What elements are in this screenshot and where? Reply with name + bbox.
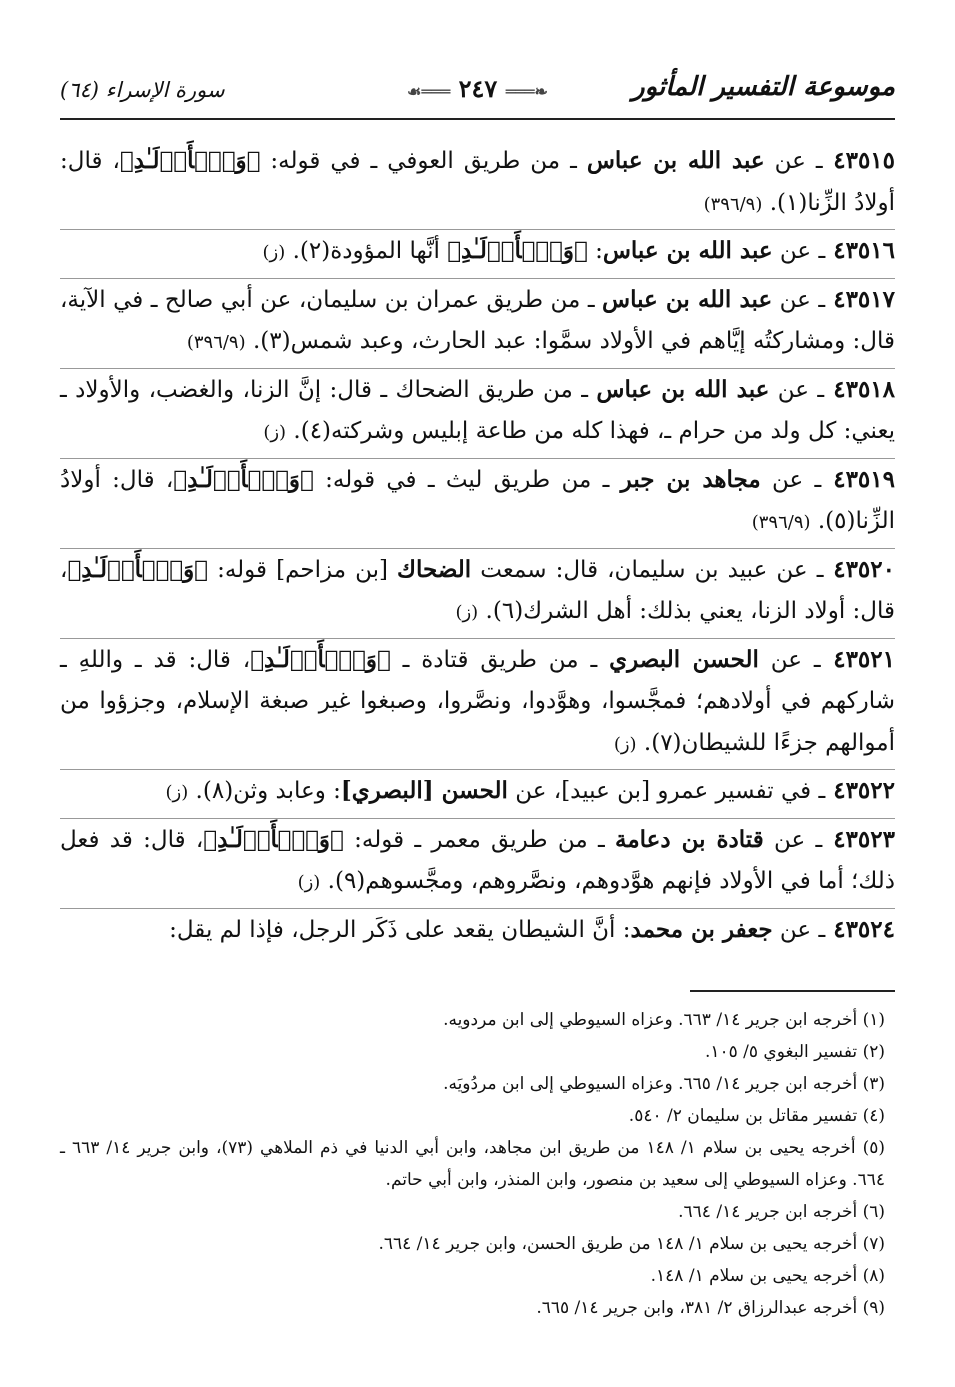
narrator-name: عبد الله بن عباس <box>586 147 765 174</box>
entry-text: ـ عن <box>764 148 823 174</box>
page-header <box>60 70 895 110</box>
main-text <box>60 140 895 955</box>
entry-text: ـ عن <box>760 466 822 493</box>
entry-text: : أنَّ الشيطان يقعد على ذَكَر الرجل، فإذا لم يقل: <box>169 916 631 943</box>
entry-text: ، قال: قد ـ واللهِ ـ شاركهم في أولادهم؛ فمجَّسوا، وهوَّدوا، ونصَّروا، وصبغوا غير صبغة الإسلام، وجزؤوا من أموالهم جزءًا للشيطان(٧). <box>60 646 895 756</box>
source-ref: (ز) <box>165 782 189 803</box>
surah-label: سورة الإسراء (٦٤) <box>60 78 225 102</box>
narrator-name: مجاهد بن جبر <box>620 465 761 493</box>
footnote: (٩) أخرجه عبدالرزاق ٢/ ٣٨١، وابن جرير ١٤/ ٦٦٥. <box>536 1298 885 1318</box>
entry-text: ـ من طريق العوفي ـ في قوله: <box>260 148 587 174</box>
footnotes <box>60 1004 885 1324</box>
entry-text: ـ عن <box>772 286 826 313</box>
hadith-entry <box>60 279 895 369</box>
narrator-name: الضحاك <box>397 555 472 583</box>
narrator-name: عبد الله بن عباس <box>602 285 773 313</box>
quran-quote: ﴿وَٱلۡأَوۡلَـٰدِ﴾ <box>67 555 208 583</box>
narrator-name: عبد الله بن عباس <box>596 375 770 403</box>
entry-text: [بن مزاحم] قوله: <box>208 556 398 583</box>
entry-text: ـ من طريق ليث ـ في قوله: <box>313 466 621 493</box>
footnote: (٧) أخرجه يحيى بن سلام ١/ ١٤٨ من طريق الحسن، وابن جرير ١٤/ ٦٦٤. <box>378 1234 885 1254</box>
source-ref: (ز) <box>455 602 479 623</box>
quran-quote: ﴿وَٱلۡأَوۡلَـٰدِ﴾ <box>119 147 261 174</box>
hadith-entry <box>60 770 895 819</box>
entry-text: : <box>587 238 603 264</box>
narrator-name: الحسن البصري <box>609 645 759 673</box>
entry-number: ٤٣٥١٦ <box>825 237 895 264</box>
entry-number: ٤٣٥١٧ <box>825 285 895 313</box>
ornament-icon: ═══☙ <box>407 82 451 101</box>
entry-text: ـ من طريق قتادة ـ <box>390 646 610 673</box>
entry-text: ، قال: أولادُ الزِّنا(٥). <box>60 466 895 534</box>
entry-text: ـ عن <box>758 646 821 673</box>
quran-quote: ﴿وَٱلۡأَوۡلَـٰدِ﴾ <box>173 465 314 493</box>
entry-text: ـ من طريق الضحاك ـ قال: إنَّ الزنا، والغضب، والأولاد ـ يعني: كل ولد من حرام ـ، فهذا كله من طاعة إبليس وشركته(٤). <box>60 376 895 444</box>
hadith-entry <box>60 459 895 549</box>
entry-number: ٤٣٥٢٠ <box>823 555 895 583</box>
narrator-name: عبد الله بن عباس <box>602 237 773 264</box>
footnote: (٣) أخرجه ابن جرير ١٤/ ٦٦٥. وعزاه السيوطي إلى ابن مردُويَه. <box>443 1074 885 1094</box>
hadith-entry <box>60 369 895 459</box>
hadith-entry <box>60 230 895 279</box>
narrator-name: الحسن [البصري] <box>340 777 508 804</box>
entry-text: ، قال: أولادُ الزِّنا(١). <box>60 148 895 216</box>
entry-number: ٤٣٥١٩ <box>821 465 895 493</box>
source-ref: (٣٩٦/٩) <box>186 332 246 353</box>
entry-number: ٤٣٥١٨ <box>824 375 896 403</box>
narrator-name: جعفر بن محمد <box>630 915 773 943</box>
page-number: ٢٤٧ <box>458 74 498 103</box>
header-divider <box>60 118 895 120</box>
quran-quote: ﴿وَٱلۡأَوۡلَـٰدِ﴾ <box>203 825 344 853</box>
source-ref: (٣٩٦/٩) <box>703 193 763 215</box>
footnote: (٤) تفسير مقاتل بن سليمان ٢/ ٥٤٠. <box>628 1106 885 1126</box>
footnote: (١) أخرجه ابن جرير ١٤/ ٦٦٣. وعزاه السيوطي إلى ابن مردويه. <box>443 1010 885 1030</box>
source-ref: (ز) <box>613 733 637 755</box>
footnote: (٨) أخرجه يحيى بن سلام ١/ ١٤٨. <box>650 1266 885 1286</box>
entry-text: ـ من طريق معمر ـ قوله: <box>343 826 615 853</box>
source-ref: (٣٩٦/٩) <box>751 512 811 533</box>
entry-number: ٤٣٥٢٣ <box>822 825 895 853</box>
source-ref: (ز) <box>297 872 321 893</box>
entry-text: ـ في تفسير عمرو [بن عبيد]، عن <box>507 778 826 804</box>
source-ref: (ز) <box>262 242 286 263</box>
book-title: موسوعة التفسير المأثور <box>632 72 895 102</box>
entry-number: ٤٣٥٢٤ <box>825 915 895 943</box>
entry-text: ـ عن عبيد بن سليمان، قال: سمعت <box>471 556 824 583</box>
entry-text: ـ من طريق عمران بن سليمان، عن أبي صالح ـ في الآية، قال: ومشاركتُه إيَّاهم في الأولاد سمَّوا: عبد الحارث، وعبد شمس(٣). <box>60 286 895 354</box>
hadith-entry <box>60 140 895 230</box>
hadith-entry <box>60 909 895 956</box>
quran-quote: ﴿وَٱلۡأَوۡلَـٰدِ﴾ <box>250 645 391 673</box>
entry-number: ٤٣٥١٥ <box>822 147 896 174</box>
entry-text: ، قال: أولاد الزنا، يعني بذلك: أهل الشرك(٦). <box>60 556 895 624</box>
entry-text: : وعابد وثن(٨). <box>188 778 341 804</box>
ornament-icon: ❧═══ <box>505 82 548 101</box>
footnote: (٢) تفسير البغوي ٥/ ١٠٥. <box>704 1042 885 1062</box>
source-ref: (ز) <box>263 422 287 443</box>
footnote-divider <box>690 990 895 992</box>
entry-text: أنَّها المؤودة(٢). <box>285 238 448 264</box>
entry-number: ٤٣٥٢١ <box>820 645 895 673</box>
footnote: (٦) أخرجه ابن جرير ١٤/ ٦٦٤. <box>678 1202 885 1222</box>
narrator-name: قتادة بن دعامة <box>615 825 764 853</box>
entry-number: ٤٣٥٢٢ <box>825 777 895 804</box>
entry-text: ـ عن <box>763 826 823 853</box>
entry-text: ـ عن <box>772 916 826 943</box>
hadith-entry <box>60 819 895 909</box>
hadith-entry <box>60 549 895 639</box>
footnote: (٥) أخرجه يحيى بن سلام ١/ ١٤٨ من طريق ابن مجاهد، وابن أبي الدنيا في ذم الملاهي (٧٣)، وابن جرير ١٤/ ٦٦٣ ـ ٦٦٤. وعزاه السيوطي إلى سعيد بن منصور، وابن المنذر، وابن أبي حاتم. <box>60 1138 885 1190</box>
hadith-entry <box>60 639 895 771</box>
entry-text: ، قال: قد فعل ذلك؛ أما في الأولاد فإنهم هوَّدوهم، ونصَّروهم، ومجَّسوهم(٩). <box>60 826 895 894</box>
entry-text: ـ عن <box>772 238 826 264</box>
quran-quote: ﴿وَٱلۡأَوۡلَـٰدِ﴾ <box>447 237 588 264</box>
entry-text: ـ عن <box>769 376 825 403</box>
